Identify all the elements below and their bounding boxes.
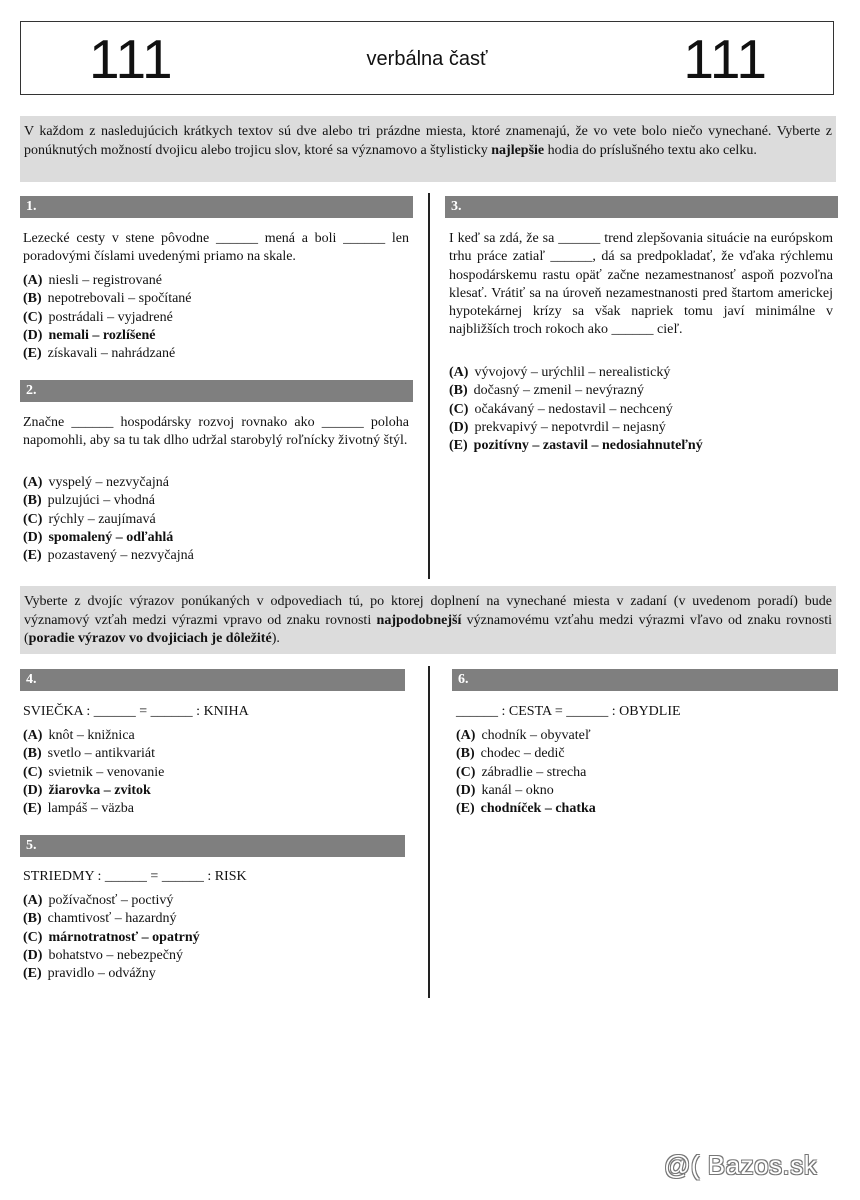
instructions-text: V každom z nasledujúcich krátkych textov sú dve alebo tri prázdne miesta, ktoré znamenajú, že vo vete bolo niečo vynechané. Vyberte z ponúknutých možností dvojicu alebo trojicu slov, ktoré sa významovo a štylisticky	[24, 124, 832, 158]
question-header-3: 3.	[445, 196, 838, 218]
watermark-logo: @( Bazos.sk	[664, 1150, 818, 1180]
option-1a[interactable]: (A) niesli – registrované	[23, 273, 162, 288]
question-header-2: 2.	[20, 380, 413, 402]
instructions-emphasis: poradie výrazov vo dvojiciach je dôležité	[28, 631, 272, 646]
instructions-text: Vyberte z dvojíc výrazov ponúkaných v odpovediach tú, po ktorej doplnení na vynechané miesta v zadaní (v uvedenom poradí) bude významový vzťah medzi výrazmi vpravo od znaku rovnosti	[24, 594, 832, 628]
options-list-6	[456, 727, 596, 818]
option-6d[interactable]: (D) kanál – okno	[456, 782, 554, 798]
instructions-emphasis: najpodobnejší	[376, 612, 462, 628]
instructions-text: významovému vzťahu medzi výrazmi vľavo od znaku rovnosti (	[24, 612, 832, 646]
instructions-text: hodia do príslušného textu ako celku.	[544, 142, 757, 158]
question-header-5: 5.	[20, 835, 405, 857]
option-6c[interactable]: (C) zábradlie – strecha	[456, 764, 587, 780]
options-list-1	[23, 272, 192, 363]
options-list-3	[449, 364, 703, 455]
option-1b[interactable]: (B) nepotrebovali – spočítané	[23, 291, 192, 307]
option-2a[interactable]: (A) vyspelý – nezvyčajná	[23, 475, 169, 490]
option-1c[interactable]: (C) postrádali – vyjadrené	[23, 309, 173, 325]
option-2b[interactable]: (B) pulzujúci – vhodná	[23, 493, 155, 509]
question-text-6: ______ : CESTA = ______ : OBYDLIE	[456, 704, 681, 719]
instructions-emphasis: najlepšie	[491, 142, 545, 158]
question-text-5: STRIEDMY : ______ = ______ : RISK	[23, 869, 247, 884]
option-2d[interactable]: (D) spomalený – odľahlá	[23, 529, 174, 545]
option-5c[interactable]: (C) márnotratnosť – opatrný	[23, 929, 200, 945]
column-divider-bottom	[428, 666, 430, 998]
instructions-block-1	[20, 116, 836, 182]
option-1e[interactable]: (E) získavali – nahrádzané	[23, 346, 176, 362]
option-1d[interactable]: (D) nemali – rozlíšené	[23, 327, 156, 343]
instructions-text: ).	[271, 631, 280, 646]
option-5d[interactable]: (D) bohatstvo – nebezpečný	[23, 947, 183, 963]
option-4e[interactable]: (E) lampáš – väzba	[23, 801, 134, 817]
option-4d[interactable]: (D) žiarovka – zvitok	[23, 782, 151, 798]
page-number-right: 111	[683, 28, 767, 90]
question-text-3: I keď sa zdá, že sa ______ trend zlepšovania situácie na európskom trhu práce zatiaľ ______, dá sa predpokladať, že vďaka rýchlemu hospodárskemu rastu opäť začne nezamestnanosť aspoň pozvoľna klesať. Vrátiť sa na úroveň nezamestnanosti pred štartom americkej hypotekárnej krízy sa však napriek tomu javí minimálne v najbližších troch rokoch ako ______ cieľ.	[449, 231, 833, 338]
question-text-4: SVIEČKA : ______ = ______ : KNIHA	[23, 704, 249, 719]
option-3a[interactable]: (A) vývojový – urýchlil – nerealistický	[449, 365, 671, 380]
option-4b[interactable]: (B) svetlo – antikvariát	[23, 746, 155, 762]
question-header-4: 4.	[20, 669, 405, 691]
option-6a[interactable]: (A) chodník – obyvateľ	[456, 728, 591, 743]
option-2e[interactable]: (E) pozastavený – nezvyčajná	[23, 548, 194, 564]
page-header	[20, 21, 834, 95]
question-text-2: Značne ______ hospodársky rozvoj rovnako ako ______ poloha napomohli, aby sa tu tak dlho udržal starobylý roľnícky životný štýl.	[23, 415, 409, 449]
column-divider-top	[428, 193, 430, 579]
section-title: verbálna časť	[366, 48, 488, 70]
option-3d[interactable]: (D) prekvapivý – nepotvrdil – nejasný	[449, 419, 666, 435]
option-3b[interactable]: (B) dočasný – zmenil – nevýrazný	[449, 383, 644, 399]
option-5e[interactable]: (E) pravidlo – odvážny	[23, 966, 156, 982]
option-4a[interactable]: (A) knôt – knižnica	[23, 728, 135, 743]
option-5a[interactable]: (A) požívačnosť – poctivý	[23, 893, 174, 908]
options-list-5	[23, 892, 200, 983]
option-6b[interactable]: (B) chodec – dedič	[456, 746, 565, 762]
option-5b[interactable]: (B) chamtivosť – hazardný	[23, 911, 177, 927]
option-3c[interactable]: (C) očakávaný – nedostavil – nechcený	[449, 401, 673, 417]
options-list-4	[23, 727, 164, 818]
option-3e[interactable]: (E) pozitívny – zastavil – nedosiahnuteľný	[449, 438, 703, 454]
option-6e[interactable]: (E) chodníček – chatka	[456, 801, 596, 817]
instructions-block-2	[20, 586, 836, 654]
question-header-1: 1.	[20, 196, 413, 218]
page-number-left: 111	[89, 28, 173, 90]
option-2c[interactable]: (C) rýchly – zaujímavá	[23, 511, 156, 527]
question-header-6: 6.	[452, 669, 838, 691]
option-4c[interactable]: (C) svietnik – venovanie	[23, 764, 165, 780]
question-text-1: Lezecké cesty v stene pôvodne ______ mená a boli ______ len poradovými číslami uvedenými priamo na skale.	[23, 231, 409, 265]
options-list-2	[23, 474, 194, 565]
